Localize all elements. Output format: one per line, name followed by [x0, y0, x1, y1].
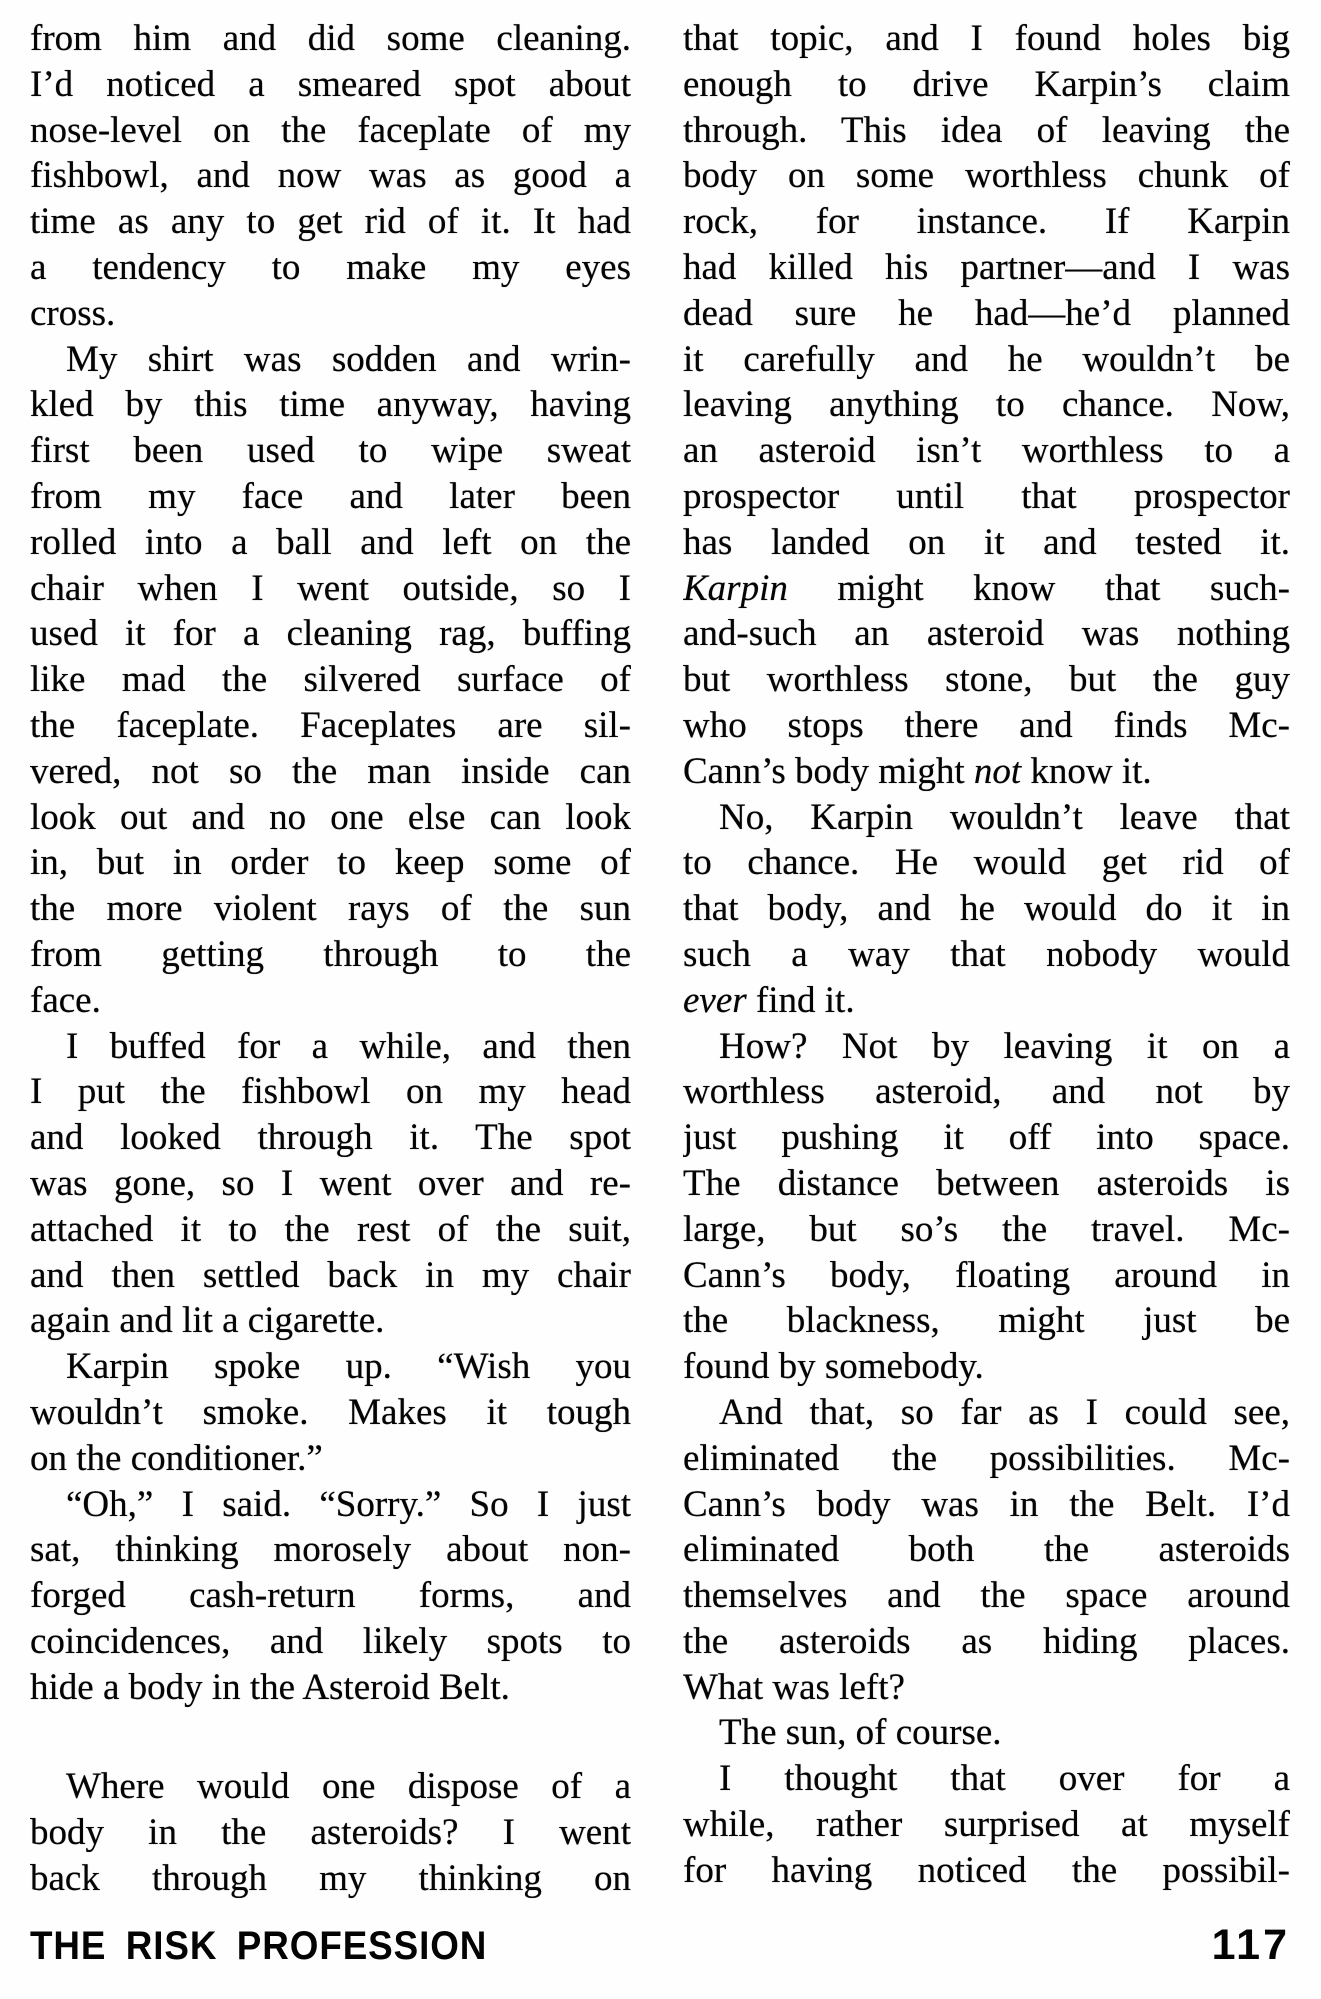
paragraph [30, 16, 631, 337]
text-line: How? Not by leaving it on a [719, 1025, 1290, 1067]
text-line: like mad the silvered surface of [30, 659, 631, 701]
text-line: the faceplate. Faceplates are sil- [30, 704, 631, 746]
text-line: kled by this time anyway, having [30, 384, 631, 426]
text-line: has landed on it and tested it. [683, 521, 1290, 563]
text-line: sat, thinking morosely about non- [30, 1529, 631, 1571]
text-line: the asteroids as hiding places. [683, 1620, 1290, 1662]
text-line: attached it to the rest of the suit, [30, 1208, 631, 1250]
text-line: “Oh,” I said. “Sorry.” So I just [66, 1483, 631, 1525]
text-line: Cann’s body was in the Belt. I’d [683, 1483, 1290, 1525]
text-line: The sun, of course. [719, 1712, 1002, 1754]
text-column-right [683, 16, 1290, 1894]
text-line: but worthless stone, but the guy [683, 659, 1290, 701]
text-line: leaving anything to chance. Now, [683, 384, 1290, 426]
running-title: THE RISK PROFESSION [30, 1924, 488, 1968]
text-line: And that, so far as I could see, [719, 1391, 1290, 1433]
paragraph [30, 1764, 631, 1901]
text-line: coincidences, and likely spots to [30, 1620, 631, 1662]
text-line: Karpin might know that such- [683, 567, 1290, 609]
text-line: body on some worthless chunk of [683, 155, 1290, 197]
text-line: worthless asteroid, and not by [683, 1071, 1290, 1113]
text-line: was gone, so I went over and re- [30, 1162, 631, 1204]
text-line: back through my thinking on [30, 1858, 631, 1900]
text-line: Cann’s body, floating around in [683, 1254, 1290, 1296]
text-line: vered, not so the man inside can [30, 750, 631, 792]
text-line: that topic, and I found holes big [683, 18, 1290, 59]
text-line: I put the fishbowl on my head [30, 1071, 631, 1113]
text-line: wouldn’t smoke. Makes it tough [30, 1391, 631, 1433]
text-line: look out and no one else can look [30, 796, 631, 838]
paragraph [30, 337, 631, 1024]
text-line: eliminated both the asteroids [683, 1529, 1290, 1571]
text-line: found by somebody. [683, 1346, 984, 1388]
text-line: the blackness, might just be [683, 1300, 1290, 1342]
text-line: it carefully and he wouldn’t be [683, 338, 1290, 380]
paragraph [683, 1756, 1290, 1893]
text-line: just pushing it off into space. [683, 1117, 1290, 1159]
paragraph [30, 1344, 631, 1481]
text-line: a tendency to make my eyes [30, 246, 631, 288]
text-line: rock, for instance. If Karpin [683, 201, 1290, 243]
text-line: that body, and he would do it in [683, 888, 1290, 930]
paragraph [683, 16, 1290, 795]
text-line: forged cash-return forms, and [30, 1575, 631, 1617]
text-line: the more violent rays of the sun [30, 888, 631, 930]
text-line: rolled into a ball and left on the [30, 521, 631, 563]
text-line: themselves and the space around [683, 1575, 1290, 1617]
text-line: eliminated the possibilities. Mc- [683, 1437, 1290, 1479]
text-line: I thought that over for a [719, 1758, 1290, 1800]
text-line: enough to drive Karpin’s claim [683, 63, 1290, 105]
text-line: on the conditioner.” [30, 1437, 323, 1479]
text-line: to chance. He would get rid of [683, 842, 1290, 884]
text-line: dead sure he had—he’d planned [683, 292, 1290, 334]
text-line: and-such an asteroid was nothing [683, 613, 1290, 655]
text-line: ever find it. [683, 979, 855, 1021]
text-line: I buffed for a while, and then [66, 1025, 631, 1067]
text-line: What was left? [683, 1666, 905, 1708]
text-line: Karpin spoke up. “Wish you [66, 1346, 631, 1388]
text-line: My shirt was sodden and wrin- [66, 338, 631, 380]
text-line: face. [30, 979, 101, 1021]
text-line: used it for a cleaning rag, buffing [30, 613, 631, 655]
text-column-left [30, 16, 631, 1902]
text-line: and then settled back in my chair [30, 1254, 631, 1296]
page-number: 117 [1211, 1921, 1290, 1969]
text-line: time as any to get rid of it. It had [30, 201, 631, 243]
text-line: while, rather surprised at myself [683, 1804, 1290, 1846]
text-line: had killed his partner—and I was [683, 246, 1290, 288]
text-line: large, but so’s the travel. Mc- [683, 1208, 1290, 1250]
text-line: Cann’s body might not know it. [683, 750, 1152, 792]
paragraph [683, 1390, 1290, 1711]
text-line: chair when I went outside, so I [30, 567, 631, 609]
text-line: The distance between asteroids is [683, 1162, 1290, 1204]
text-line: from getting through to the [30, 933, 631, 975]
text-line: first been used to wipe sweat [30, 430, 631, 472]
paragraph [683, 1710, 1290, 1756]
text-line: Where would one dispose of a [66, 1766, 631, 1808]
text-line: No, Karpin wouldn’t leave that [719, 796, 1290, 838]
text-line: again and lit a cigarette. [30, 1300, 385, 1342]
text-line: hide a body in the Asteroid Belt. [30, 1666, 510, 1708]
text-line: in, but in order to keep some of [30, 842, 631, 884]
text-line: for having noticed the possibil- [683, 1849, 1290, 1891]
paragraph [30, 1482, 631, 1711]
paragraph [30, 1024, 631, 1345]
text-line: such a way that nobody would [683, 933, 1290, 975]
text-line: from my face and later been [30, 475, 631, 517]
text-line: who stops there and finds Mc- [683, 704, 1290, 746]
text-line: fishbowl, and now was as good a [30, 155, 631, 197]
text-line: and looked through it. The spot [30, 1117, 631, 1159]
text-line: through. This idea of leaving the [683, 109, 1290, 151]
text-line: nose-level on the faceplate of my [30, 109, 631, 151]
text-line: prospector until that prospector [683, 475, 1290, 517]
page-footer [30, 1921, 1290, 1969]
paragraph [683, 1024, 1290, 1390]
text-line: cross. [30, 292, 116, 334]
text-line: from him and did some cleaning. [30, 18, 631, 59]
text-line: an asteroid isn’t worthless to a [683, 430, 1290, 472]
text-line: I’d noticed a smeared spot about [30, 63, 631, 105]
paragraph [683, 795, 1290, 1024]
text-line: body in the asteroids? I went [30, 1812, 631, 1854]
